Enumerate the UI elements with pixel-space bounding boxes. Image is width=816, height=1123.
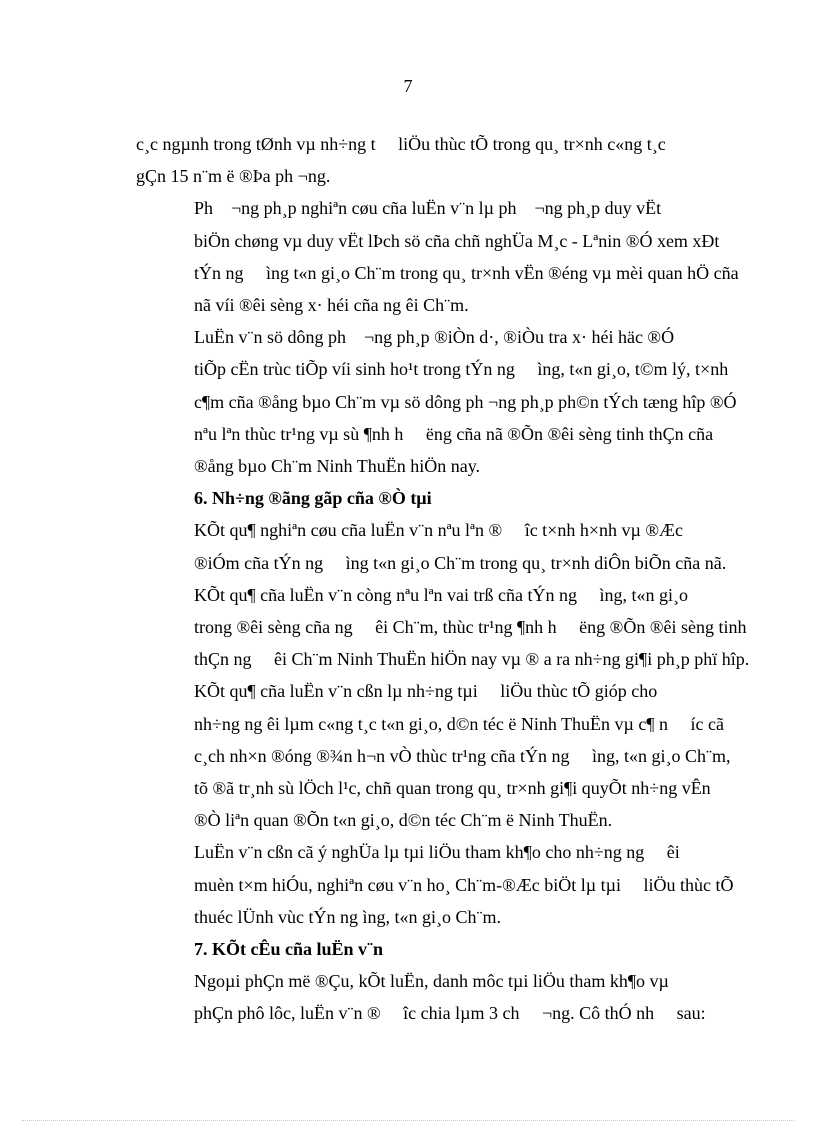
text-line: nªu lªn thùc tr¹ng vµ sù ¶nh h ëng cña nã ®Õn ®êi sèng tinh thÇn cña: [194, 423, 714, 444]
text-line: nh÷ng ng êi lµm c«ng t¸c t«n gi¸o, d©n téc ë Ninh ThuËn vµ c¶ n íc cã: [194, 713, 725, 734]
body-paragraph: [136, 321, 770, 482]
body-paragraph: [136, 579, 770, 676]
section-heading: 6. Nh÷ng ®ãng gãp cña ®Ò tµi: [194, 488, 432, 509]
body-paragraph: [136, 965, 770, 1029]
text-line: muèn t×m hiÓu, nghiªn cøu v¨n ho¸ Ch¨m-®Æc biÖt lµ tµi liÖu thùc tÕ: [194, 874, 734, 895]
section-heading: 7. KÕt cÊu cña luËn v¨n: [194, 939, 384, 960]
body-paragraph: [136, 514, 770, 578]
text-line: Ph ¬ng ph¸p nghiªn cøu cña luËn v¨n lµ ph ¬ng ph¸p duy vËt: [194, 198, 662, 219]
text-line: ®iÓm cña tÝn ng ìng t«n gi¸o Ch¨m trong qu¸ tr×nh diÔn biÕn cña nã.: [194, 552, 727, 573]
text-line: nã víi ®êi sèng x· héi cña ng êi Ch¨m.: [194, 295, 469, 316]
text-line: ®Ò liªn quan ®Õn t«n gi¸o, d©n téc Ch¨m ë Ninh ThuËn.: [194, 810, 613, 831]
text-line: KÕt qu¶ cña luËn v¨n cßn lµ nh÷ng tµi liÖu thùc tÕ gióp cho: [194, 681, 658, 702]
page-number: 7: [403, 76, 413, 96]
text-line: c¸ch nh×n ®óng ®¾n h¬n vÒ thùc tr¹ng cña tÝn ng ìng, t«n gi¸o Ch¨m,: [194, 745, 731, 766]
body-paragraph: [136, 675, 770, 836]
text-line: KÕt qu¶ nghiªn cøu cña luËn v¨n nªu lªn ® îc t×nh h×nh vµ ®Æc: [194, 520, 684, 541]
document-body: [136, 128, 770, 1030]
text-line: c¸c ngµnh trong tØnh vµ nh÷ng t liÖu thùc tÕ trong qu¸ tr×nh c«ng t¸c: [136, 134, 666, 154]
page-bottom-divider: [22, 1120, 794, 1121]
text-line: LuËn v¨n cßn cã ý nghÜa lµ tµi liÖu tham kh¶o cho nh÷ng ng êi: [194, 842, 680, 863]
text-line: KÕt qu¶ cña luËn v¨n còng nªu lªn vai trß cña tÝn ng ìng, t«n gi¸o: [194, 584, 689, 605]
text-line: thuéc lÜnh vùc tÝn ng ìng, t«n gi¸o Ch¨m.: [194, 906, 501, 927]
text-line: thÇn ng êi Ch¨m Ninh ThuËn hiÖn nay vµ ® a ra nh÷ng gi¶i ph¸p phï hîp.: [194, 649, 750, 670]
text-line: c¶m cña ®ång bµo Ch¨m vµ sö dông ph ¬ng ph¸p ph©n tÝch tæng hîp ®Ó: [194, 391, 737, 412]
body-paragraph: [136, 836, 770, 933]
text-line: LuËn v¨n sö dông ph ¬ng ph¸p ®iÒn d·, ®iÒu tra x· héi häc ®Ó: [194, 327, 675, 348]
text-line: gÇn 15 n¨m ë ®Þa ph ¬ng.: [136, 166, 331, 187]
text-line: tõ ®ã tr¸nh sù lÖch l¹c, chñ quan trong qu¸ tr×nh gi¶i quyÕt nh÷ng vÊn: [194, 778, 711, 799]
body-paragraph: [136, 192, 770, 321]
text-line: biÖn chøng vµ duy vËt lÞch sö cña chñ nghÜa M¸c - Lªnin ®Ó xem xÐt: [194, 230, 720, 251]
text-line: Ngoµi phÇn më ®Çu, kÕt luËn, danh môc tµi liÖu tham kh¶o vµ: [194, 971, 669, 992]
text-line: ®ång bµo Ch¨m Ninh ThuËn hiÖn nay.: [194, 456, 481, 477]
text-line: phÇn phô lôc, luËn v¨n ® îc chia lµm 3 ch ¬ng. Cô thÓ nh sau:: [194, 1003, 706, 1024]
text-line: trong ®êi sèng cña ng êi Ch¨m, thùc tr¹ng ¶nh h ëng ®Õn ®êi sèng tinh: [194, 617, 747, 638]
text-line: tÝn ng ìng t«n gi¸o Ch¨m trong qu¸ tr×nh vËn ®éng vµ mèi quan hÖ cña: [194, 262, 739, 283]
text-line: tiÕp cËn trùc tiÕp víi sinh ho¹t trong tÝn ng ìng, t«n gi¸o, t©m lý, t×nh: [194, 359, 729, 380]
body-paragraph: [136, 128, 770, 192]
